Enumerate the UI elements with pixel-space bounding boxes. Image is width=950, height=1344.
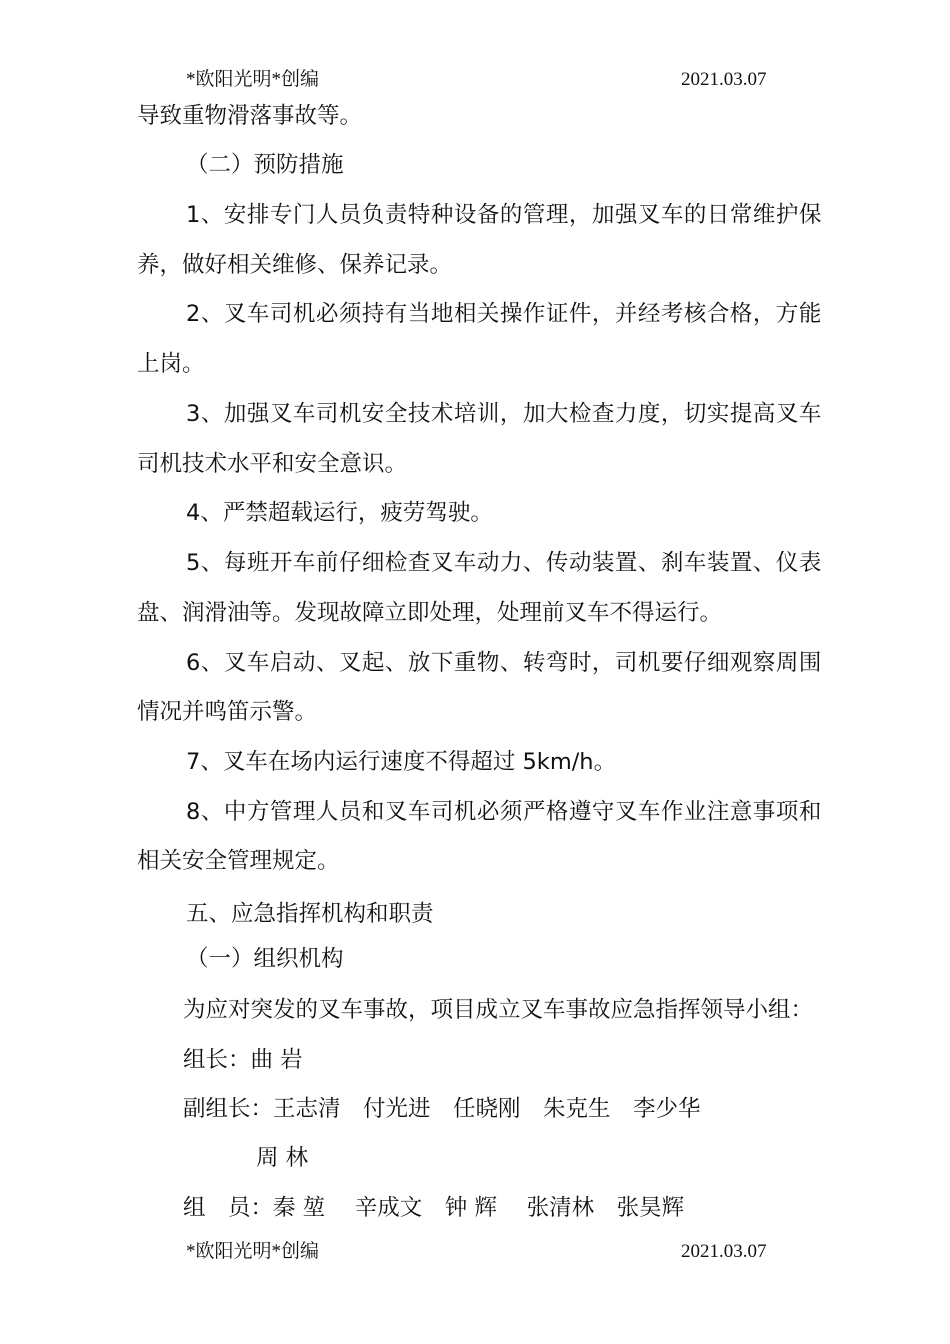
deputy-leaders-continued: 周 林 [256,1145,309,1171]
body-line-14: 7、叉车在场内运行速度不得超过 5km/h。 [186,749,617,775]
deputy-leaders-line: 副组长：王志清 付光进 任晓刚 朱克生 李少华 [183,1096,701,1122]
body-line-10: 5、每班开车前仔细检查叉车动力、传动装置、刹车装置、仪表 [186,550,822,576]
footer-date: 2021.03.07 [681,1241,767,1262]
body-line-03: 1、安排专门人员负责特种设备的管理，加强叉车的日常维护保 [186,202,822,228]
header-date: 2021.03.07 [681,69,767,90]
body-line-09: 4、严禁超载运行，疲劳驾驶。 [186,500,493,526]
section-heading-prevention: （二）预防措施 [186,152,344,178]
body-line-15: 8、中方管理人员和叉车司机必须严格遵守叉车作业注意事项和 [186,799,822,825]
body-line-12: 6、叉车启动、叉起、放下重物、转弯时，司机要仔细观察周围 [186,650,822,676]
team-leader-line: 组长：曲 岩 [183,1047,303,1073]
body-line-06: 上岗。 [137,351,205,377]
header-author: *欧阳光明*创编 [186,69,320,90]
body-line-01: 导致重物滑落事故等。 [137,103,363,129]
body-line-16: 相关安全管理规定。 [137,848,340,874]
body-line-04: 养，做好相关维修、保养记录。 [137,252,453,278]
body-line-11: 盘、润滑油等。发现故障立即处理，处理前叉车不得运行。 [137,600,723,626]
body-line-07: 3、加强叉车司机安全技术培训，加大检查力度，切实提高叉车 [186,401,822,427]
body-line-05: 2、叉车司机必须持有当地相关操作证件，并经考核合格，方能 [186,301,822,327]
subsection-heading-organization: （一）组织机构 [186,946,344,972]
footer-author: *欧阳光明*创编 [186,1241,320,1262]
body-line-13: 情况并鸣笛示警。 [137,699,318,725]
body-line-19: 为应对突发的叉车事故，项目成立叉车事故应急指挥领导小组： [183,997,814,1023]
section-heading-command: 五、应急指挥机构和职责 [186,901,434,927]
body-line-08: 司机技术水平和安全意识。 [137,451,408,477]
team-members-line: 组 员：秦 堃 辛成文 钟 辉 张清林 张昊辉 [183,1195,685,1221]
